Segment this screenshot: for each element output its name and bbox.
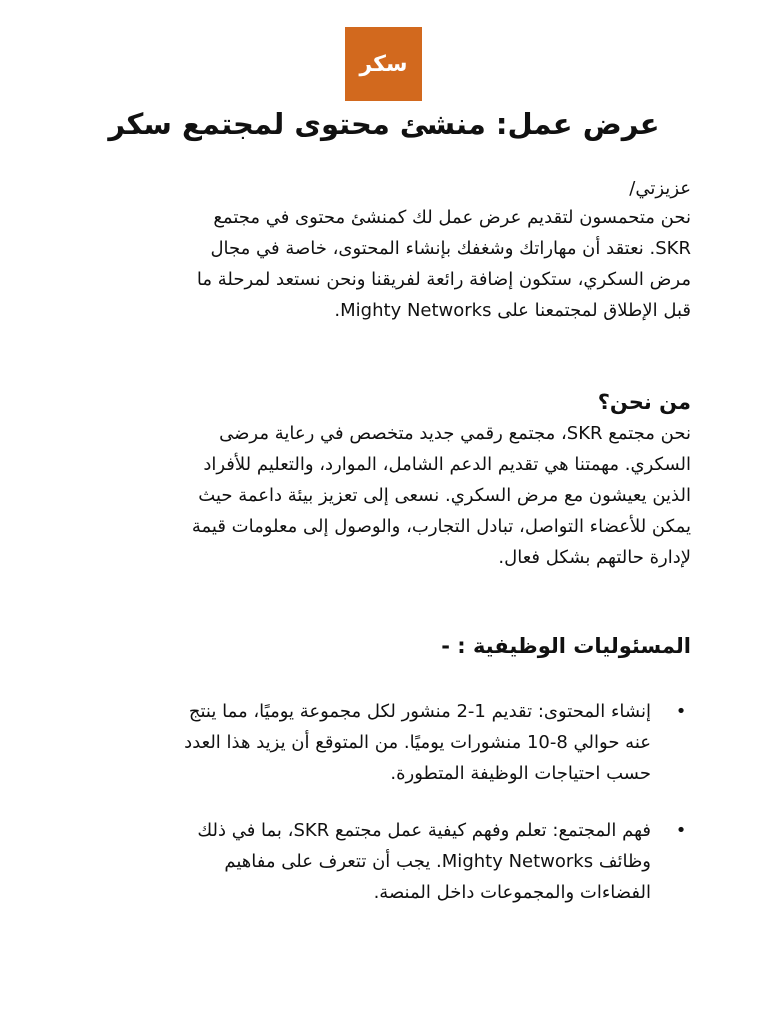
intro-line: نحن متحمسون لتقديم عرض عمل لك كمنشئ محتوى في مجتمع — [213, 207, 691, 228]
list-item-line: حسب احتياجات الوظيفة المتطورة. — [390, 763, 651, 784]
skr-logo — [345, 27, 422, 101]
about-line: نحن مجتمع SKR، مجتمع رقمي جديد متخصص في رعاية مرضى — [219, 423, 691, 444]
responsibilities-list — [51, 696, 691, 789]
list-item-line: وظائف Mighty Networks. يجب أن تتعرف على مفاهيم — [224, 851, 651, 872]
about-line: يمكن للأعضاء التواصل، تبادل التجارب، والوصول إلى معلومات قيمة — [191, 516, 691, 537]
greeting-text: عزيزتي/ — [629, 178, 691, 199]
list-item — [51, 815, 691, 908]
about-paragraph — [51, 418, 691, 573]
greeting — [71, 173, 691, 204]
list-item-line: إنشاء المحتوى: تقديم 1-2 منشور لكل مجموعة يوميًا، مما ينتج — [188, 701, 651, 722]
list-item-line: عنه حوالي 8-10 منشورات يوميًا. من المتوقع أن يزيد هذا العدد — [184, 732, 651, 753]
responsibilities-list — [51, 815, 691, 908]
responsibilities-heading: المسئوليات الوظيفية : - — [441, 634, 691, 658]
page-title: عرض عمل: منشئ محتوى لمجتمع سكر — [108, 107, 660, 141]
list-item-line: فهم المجتمع: تعلم وفهم كيفية عمل مجتمع SKR، بما في ذلك — [197, 820, 651, 841]
intro-line: قبل الإطلاق لمجتمعنا على Mighty Networks. — [334, 300, 691, 321]
about-line: لإدارة حالتهم بشكل فعال. — [498, 547, 691, 568]
about-line: الذين يعيشون مع مرض السكري. نسعى إلى تعزيز بيئة داعمة حيث — [198, 485, 691, 506]
about-heading: من نحن؟ — [597, 390, 691, 414]
list-item-line: الفضاءات والمجموعات داخل المنصة. — [373, 882, 651, 903]
intro-line: SKR. نعتقد أن مهاراتك وشغفك بإنشاء المحتوى، خاصة في مجال — [210, 238, 691, 259]
bullet-icon: • — [675, 701, 687, 722]
about-line: السكري. مهمتنا هي تقديم الدعم الشامل، الموارد، والتعليم للأفراد — [203, 454, 691, 475]
list-item — [51, 696, 691, 789]
intro-line: مرض السكري، ستكون إضافة رائعة لفريقنا ونحن نستعد لمرحلة ما — [196, 269, 691, 290]
intro-paragraph — [71, 202, 691, 326]
logo-text: سكر — [359, 51, 408, 77]
bullet-icon: • — [675, 820, 687, 841]
